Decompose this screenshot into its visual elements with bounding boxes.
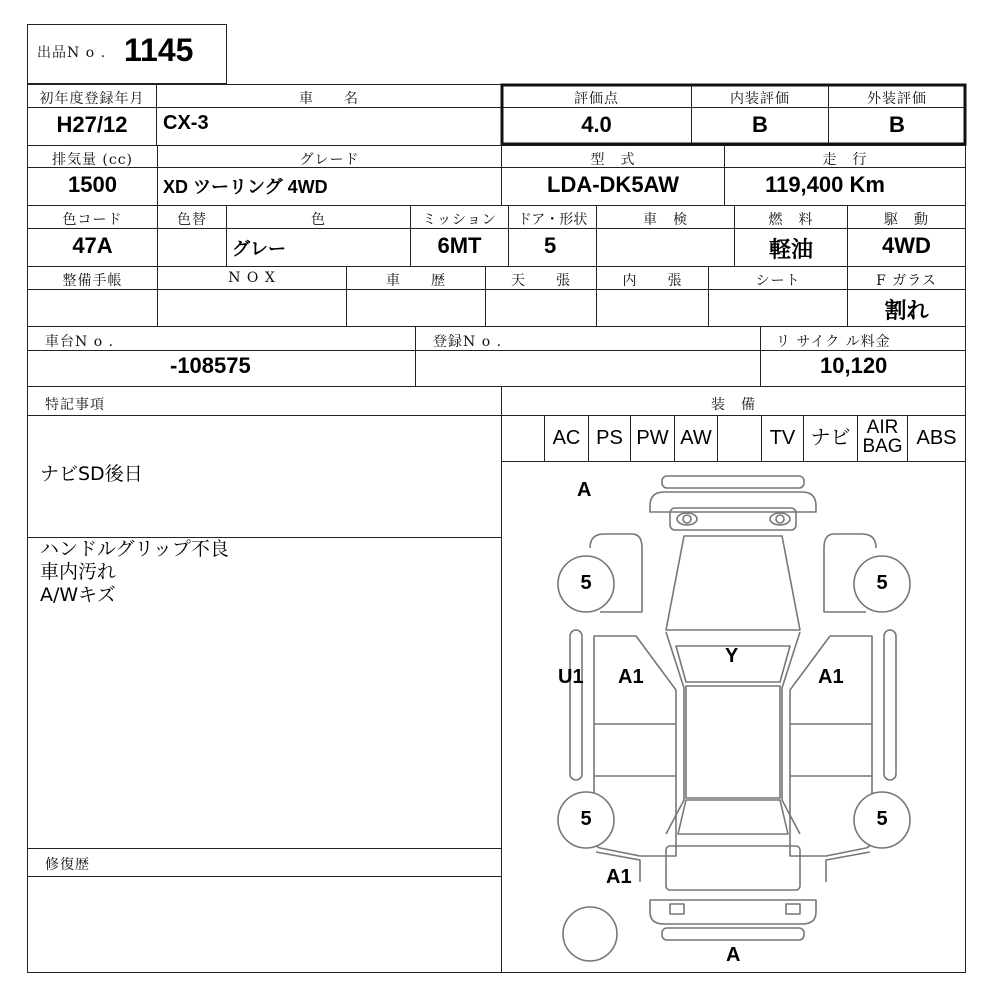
special-notes-text: ナビSD後日 [40, 463, 143, 485]
grade-value: XD ツーリング 4WD [163, 177, 328, 197]
registration-label: 登録N o . [433, 334, 503, 350]
mileage-value: 119,400 Km [765, 172, 885, 197]
fuel-label: 燃 料 [768, 212, 814, 228]
mission-value: 6MT [437, 233, 482, 258]
damage-tire-rr: 5 [876, 808, 888, 830]
damage-windshield: Y [725, 645, 739, 667]
remark-line: 車内汚れ [40, 561, 117, 583]
chassis-value: -108575 [170, 353, 251, 378]
reg-date-value: H27/12 [56, 112, 128, 137]
lot-number: 1145 [124, 32, 194, 68]
equipment-tv: TV [769, 427, 796, 449]
special-notes-label: 特記事項 [45, 397, 105, 413]
drive-label: 駆 動 [884, 212, 929, 228]
model-value: LDA-DK5AW [547, 172, 679, 197]
damage-rear-left: A1 [606, 866, 632, 888]
chassis-label: 車台N o . [45, 334, 115, 350]
roof-label: 天 張 [511, 273, 571, 289]
damage-tire-fr: 5 [876, 572, 888, 594]
model-label: 型 式 [590, 152, 636, 168]
interior-grade-label: 内装評価 [730, 91, 790, 107]
fuel-value: 軽油 [768, 237, 813, 262]
displacement-value: 1500 [68, 172, 117, 197]
recycle-label: リ サイク ル料金 [776, 334, 891, 350]
score-value: 4.0 [581, 112, 612, 137]
damage-tire-rl: 5 [580, 808, 592, 830]
interior-grade-value: B [752, 112, 768, 137]
equipment-navi: ナビ [810, 427, 851, 449]
lot-label: 出品N o . [37, 45, 107, 61]
repaint-label: 色替 [177, 212, 207, 228]
nox-label: N O X [228, 270, 276, 286]
equipment-airbag: AIR BAG [862, 417, 903, 457]
mission-label: ミッション [422, 212, 497, 228]
exterior-grade-label: 外装評価 [867, 91, 927, 107]
equipment-pw: PW [636, 427, 669, 449]
interior-trim-label: 内 張 [622, 273, 683, 289]
seat-label: シート [755, 273, 801, 289]
color-code-value: 47A [72, 233, 113, 258]
damage-left-sill: U1 [558, 666, 584, 688]
damage-front: A [577, 479, 592, 501]
repair-history-label: 修復歴 [45, 857, 90, 873]
color-label: 色 [311, 212, 326, 228]
equipment-label: 装 備 [711, 397, 756, 413]
glass-value: 割れ [884, 298, 929, 323]
remark-line: A/Wキズ [40, 584, 116, 606]
damage-tire-fl: 5 [580, 572, 592, 594]
door-value: 5 [544, 233, 557, 258]
score-label: 評価点 [574, 91, 619, 107]
remark-line: ハンドルグリップ不良 [40, 538, 229, 560]
equipment-aw: AW [680, 427, 712, 449]
equipment-ac: AC [552, 427, 581, 449]
inspection-label: 車 検 [643, 212, 688, 228]
car-diagram [501, 462, 965, 972]
exterior-grade-value: B [889, 112, 905, 137]
recycle-value: 10,120 [820, 353, 888, 378]
car-name-label: 車 名 [299, 91, 359, 107]
equipment-ps: PS [596, 427, 623, 449]
grade-label: グレード [299, 152, 360, 168]
mileage-label: 走 行 [822, 152, 868, 168]
equipment-abs: ABS [916, 427, 957, 449]
glass-label: F ガラス [876, 273, 937, 289]
maintenance-label: 整備手帳 [62, 273, 123, 289]
car-name-value: CX-3 [163, 112, 209, 134]
damage-right-door: A1 [818, 666, 844, 688]
reg-date-label: 初年度登録年月 [39, 91, 145, 107]
damage-left-door: A1 [618, 666, 644, 688]
door-label: ドア・形状 [517, 212, 588, 228]
drive-value: 4WD [882, 233, 931, 258]
history-label: 車 歴 [386, 273, 446, 289]
damage-rear: A [726, 944, 741, 966]
color-value: グレー [232, 239, 286, 259]
displacement-label: 排気量 (cc) [51, 152, 134, 168]
color-code-label: 色コード [62, 212, 123, 228]
